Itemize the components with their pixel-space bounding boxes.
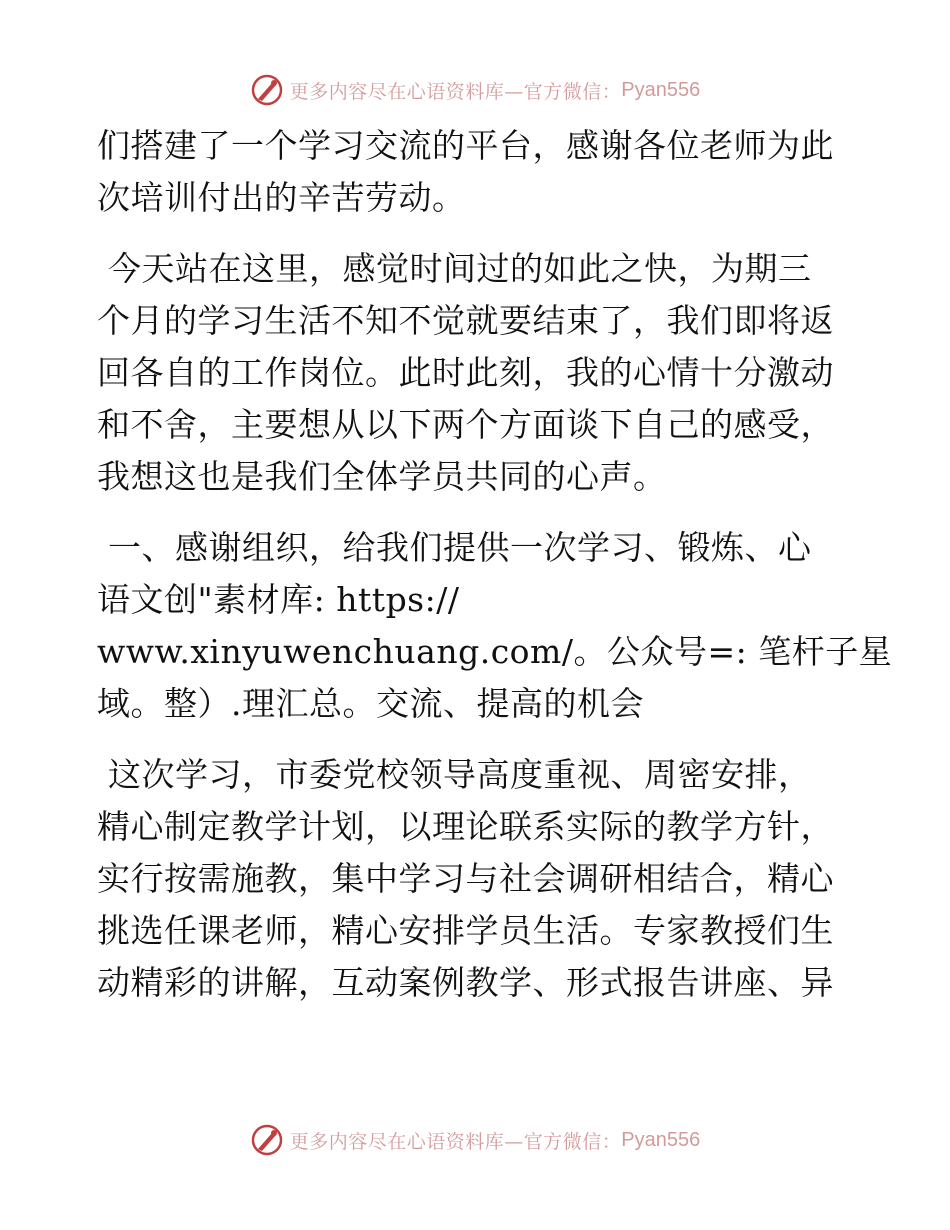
footer-banner — [0, 1120, 950, 1160]
document-body — [97, 120, 893, 1009]
text-line: 动精彩的讲解，互动案例教学、形式报告讲座、异 — [97, 963, 834, 1002]
text-line: 语文创"素材库: https:// — [97, 580, 460, 619]
header-wechat-id: Pyan556 — [621, 78, 701, 101]
text-line: 回各自的工作岗位。此时此刻，我的心情十分激动 — [97, 353, 834, 392]
text-line: 次培训付出的辛苦劳动。 — [97, 178, 466, 217]
paragraph — [97, 749, 857, 1009]
text-line: 这次学习，市委党校领导高度重视、周密安排， — [97, 755, 812, 794]
footer-banner-text: 更多内容尽在心语资料库—官方微信： — [289, 1130, 622, 1153]
text-line: 和不舍，主要想从以下两个方面谈下自己的感受， — [97, 405, 834, 444]
pen-logo-icon — [250, 73, 284, 107]
pen-logo-icon — [250, 1123, 284, 1157]
text-line: 们搭建了一个学习交流的平台，感谢各位老师为此 — [97, 126, 834, 165]
text-line: 实行按需施教，集中学习与社会调研相结合，精心 — [97, 859, 834, 898]
paragraph — [97, 522, 893, 730]
header-banner-text: 更多内容尽在心语资料库—官方微信： — [289, 80, 622, 103]
text-line: 一、感谢组织，给我们提供一次学习、锻炼、心 — [97, 528, 812, 567]
paragraph — [97, 120, 857, 224]
text-line: 我想这也是我们全体学员共同的心声。 — [97, 457, 667, 496]
text-line: 个月的学习生活不知不觉就要结束了，我们即将返 — [97, 301, 834, 340]
header-banner — [0, 70, 950, 110]
text-line: 今天站在这里，感觉时间过的如此之快，为期三 — [97, 249, 812, 288]
text-line: 域。整）.理汇总。交流、提高的机会 — [97, 684, 644, 723]
text-line: 精心制定教学计划，以理论联系实际的教学方针， — [97, 807, 834, 846]
text-line: www.xinyuwenchuang.com/。公众号=: 笔杆子星 — [97, 632, 893, 671]
text-line: 挑选任课老师，精心安排学员生活。专家教授们生 — [97, 911, 834, 950]
footer-wechat-id: Pyan556 — [621, 1128, 701, 1151]
paragraph — [97, 243, 857, 503]
